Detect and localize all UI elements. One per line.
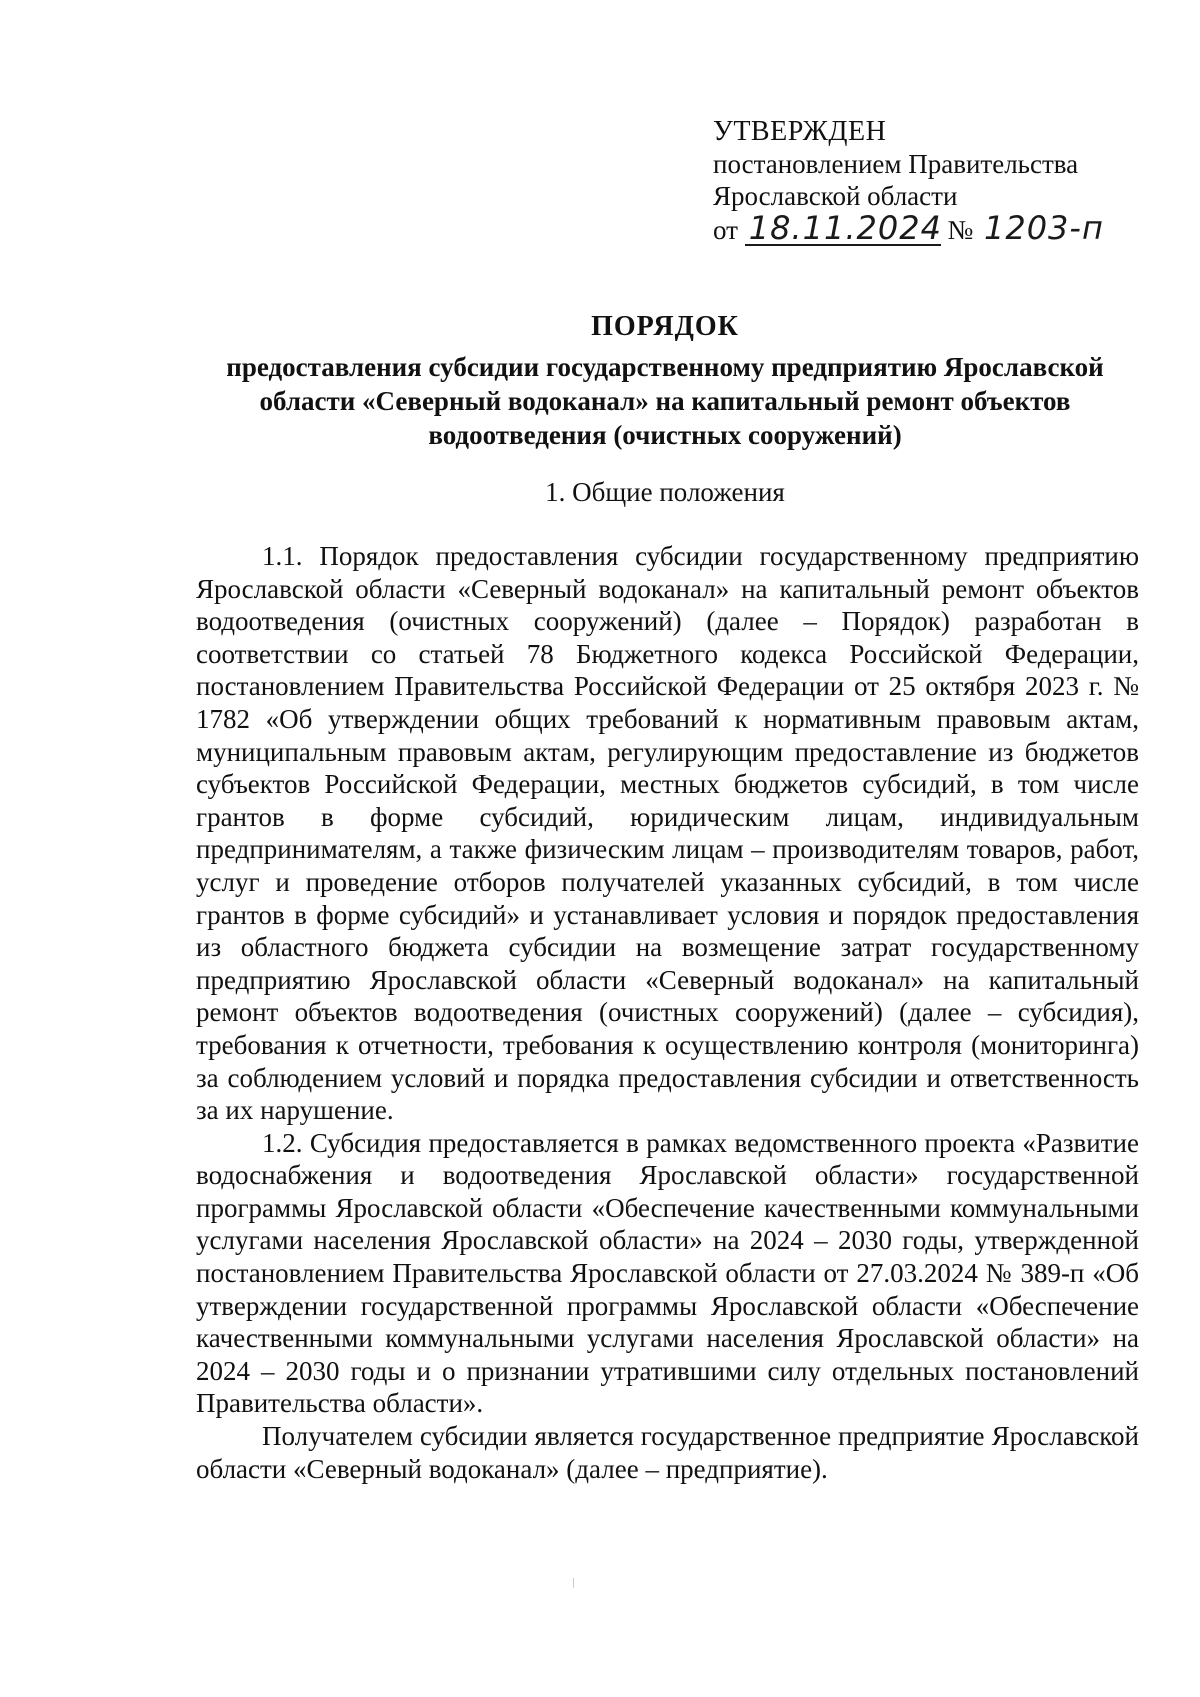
paragraph-1-2: 1.2. Субсидия предоставляется в рамках ведомственного проекта «Развитие водоснабжения и водоотведения Ярославской области» государственной программы Ярославской области «Обеспечение качественными коммунальными услугами населения Ярославской области» на 2024 – 2030 годы, утвержденной постановлением Правительства Ярославской области от 27.03.2024 № 389-п «Об утверждении государственной программы Ярославской области «Обеспечение качественными коммунальными услугами населения Ярославской области» на 2024 – 2030 годы и о признании утратившими силу отдельных постановлений Правительства области». xyxy=(196,1127,1139,1419)
document-subtitle: предоставления субсидии государственному предприятию Ярославской области «Северный водоканал» на капитальный ремонт объектов водоотведения (очистных сооружений) xyxy=(226,352,1104,450)
handwritten-number: 1203-п xyxy=(983,209,1104,247)
document-title-block xyxy=(185,310,1145,452)
number-prefix: № xyxy=(947,215,974,245)
section-heading: 1. Общие положения xyxy=(545,477,785,507)
scan-artifact xyxy=(573,1578,574,1588)
approval-stamp-block xyxy=(713,116,1133,246)
paragraph-recipient: Получателем субсидии является государственное предприятие Ярославской области «Северный водоканал» (далее – предприятие). xyxy=(196,1421,1139,1484)
approval-heading: УТВЕРЖДЕН xyxy=(713,116,887,147)
date-prefix: от xyxy=(713,215,738,245)
document-body xyxy=(196,540,1139,1485)
handwritten-date: 18.11.2024 xyxy=(745,212,941,246)
approval-line-2: Ярославской области xyxy=(713,181,958,211)
approval-date-number-line xyxy=(713,209,1133,247)
paragraph-1-1: 1.1. Порядок предоставления субсидии государственному предприятию Ярославской области «Северный водоканал» на капитальный ремонт объектов водоотведения (очистных сооружений) (далее – Порядок) разработан в соответствии со статьей 78 Бюджетного кодекса Российской Федерации, постановлением Правительства Российской Федерации от 25 октября 2023 г. № 1782 «Об утверждении общих требований к нормативным правовым актам, муниципальным правовым актам, регулирующим предоставление из бюджетов субъектов Российской Федерации, местных бюджетов субсидий, в том числе грантов в форме субсидий, юридическим лицам, индивидуальным предпринимателям, а также физическим лицам – производителям товаров, работ, услуг и проведение отборов получателей указанных субсидий, в том числе грантов в форме субсидий» и устанавливает условия и порядок предоставления из областного бюджета субсидии на возмещение затрат государственному предприятию Ярославской области «Северный водоканал» на капитальный ремонт объектов водоотведения (очистных сооружений) (далее – субсидия), требования к отчетности, требования к осуществлению контроля (мониторинга) за соблюдением условий и порядка предоставления субсидии и ответственность за их нарушение. xyxy=(196,541,1139,1126)
document-title: ПОРЯДОК xyxy=(591,311,739,342)
approval-line-1: постановлением Правительства xyxy=(713,149,1079,179)
